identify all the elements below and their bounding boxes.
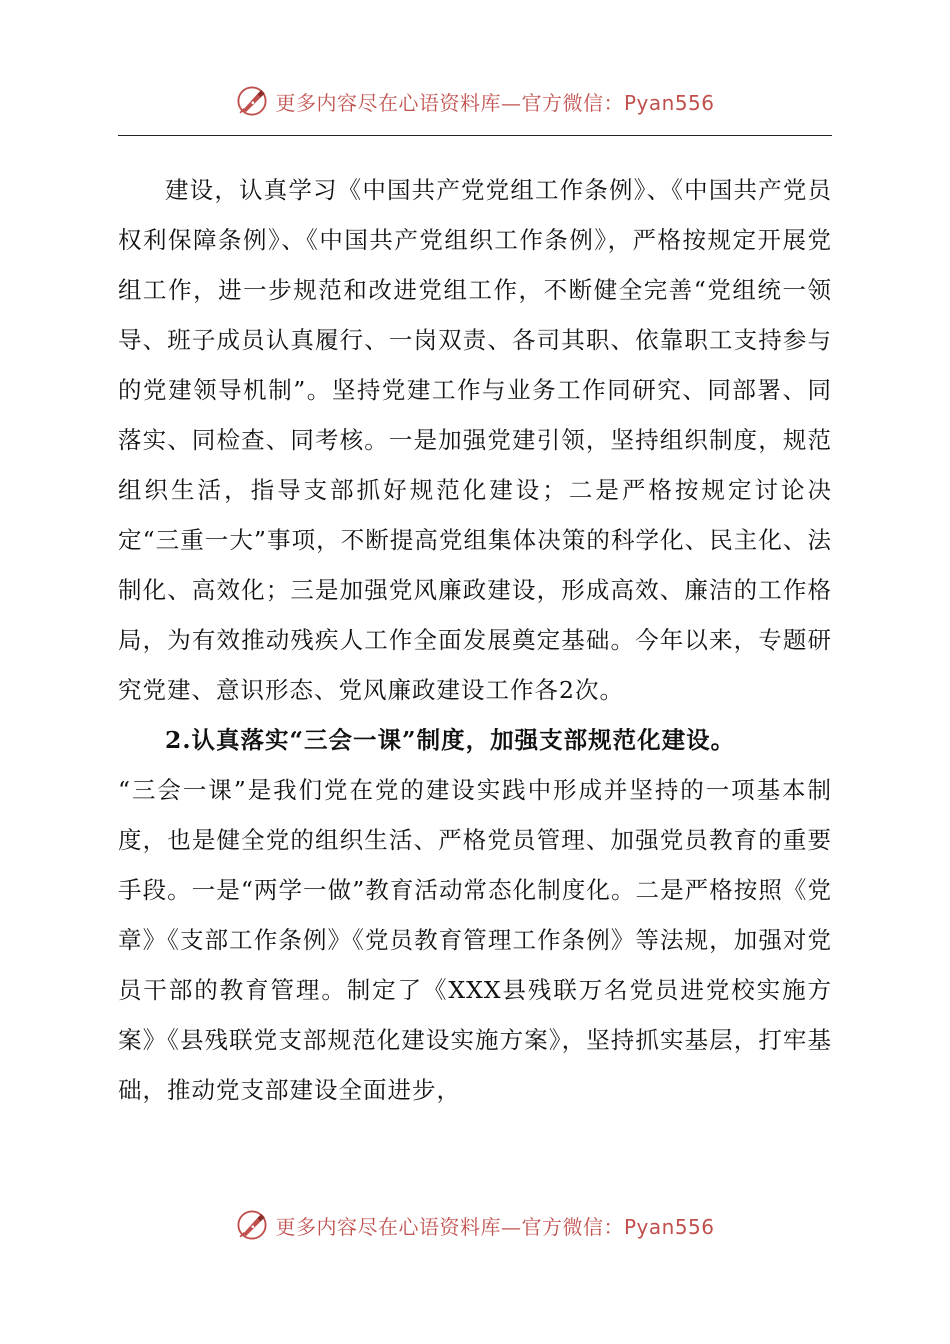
footer-watermark <box>0 1208 950 1242</box>
section-heading: 2.认真落实“三会一课”制度，加强支部规范化建设。 <box>165 726 736 754</box>
paragraph: “三会一课”是我们党在党的建设实践中形成并坚持的一项基本制度，也是健全党的组织生活、严格党员管理、加强党员教育的重要手段。一是“两学一做”教育活动常态化制度化。二是严格按照《党章》《支部工作条例》《党员教育管理工作条例》等法规，加强对党员干部的教育管理。制定了《XXX县残联万名党员进党校实施方案》《县残联党支部规范化建设实施方案》，坚持抓实基层，打牢基础，推动党支部建设全面进步， <box>118 776 832 1104</box>
pen-nib-logo-icon <box>235 84 269 118</box>
header-watermark <box>0 84 950 118</box>
watermark-text: 更多内容尽在心语资料库—官方微信：Pyan556 <box>275 1214 715 1239</box>
header-rule <box>118 135 832 136</box>
watermark-text: 更多内容尽在心语资料库—官方微信：Pyan556 <box>275 90 715 115</box>
paragraph: 建设，认真学习《中国共产党党组工作条例》、《中国共产党员权利保障条例》、《中国共产党组织工作条例》，严格按规定开展党组工作，进一步规范和改进党组工作，不断健全完善“党组统一领导、班子成员认真履行、一岗双责、各司其职、依靠职工支持参与的党建领导机制”。坚持党建工作与业务工作同研究、同部署、同落实、同检查、同考核。一是加强党建引领，坚持组织制度，规范组织生活，指导支部抓好规范化建设；二是严格按规定讨论决定“三重一大”事项，不断提高党组集体决策的科学化、民主化、法制化、高效化；三是加强党风廉政建设，形成高效、廉洁的工作格局，为有效推动残疾人工作全面发展奠定基础。今年以来，专题研究党建、意识形态、党风廉政建设工作各2次。 <box>118 176 832 704</box>
document-body <box>118 165 832 1115</box>
pen-nib-logo-icon <box>235 1208 269 1242</box>
